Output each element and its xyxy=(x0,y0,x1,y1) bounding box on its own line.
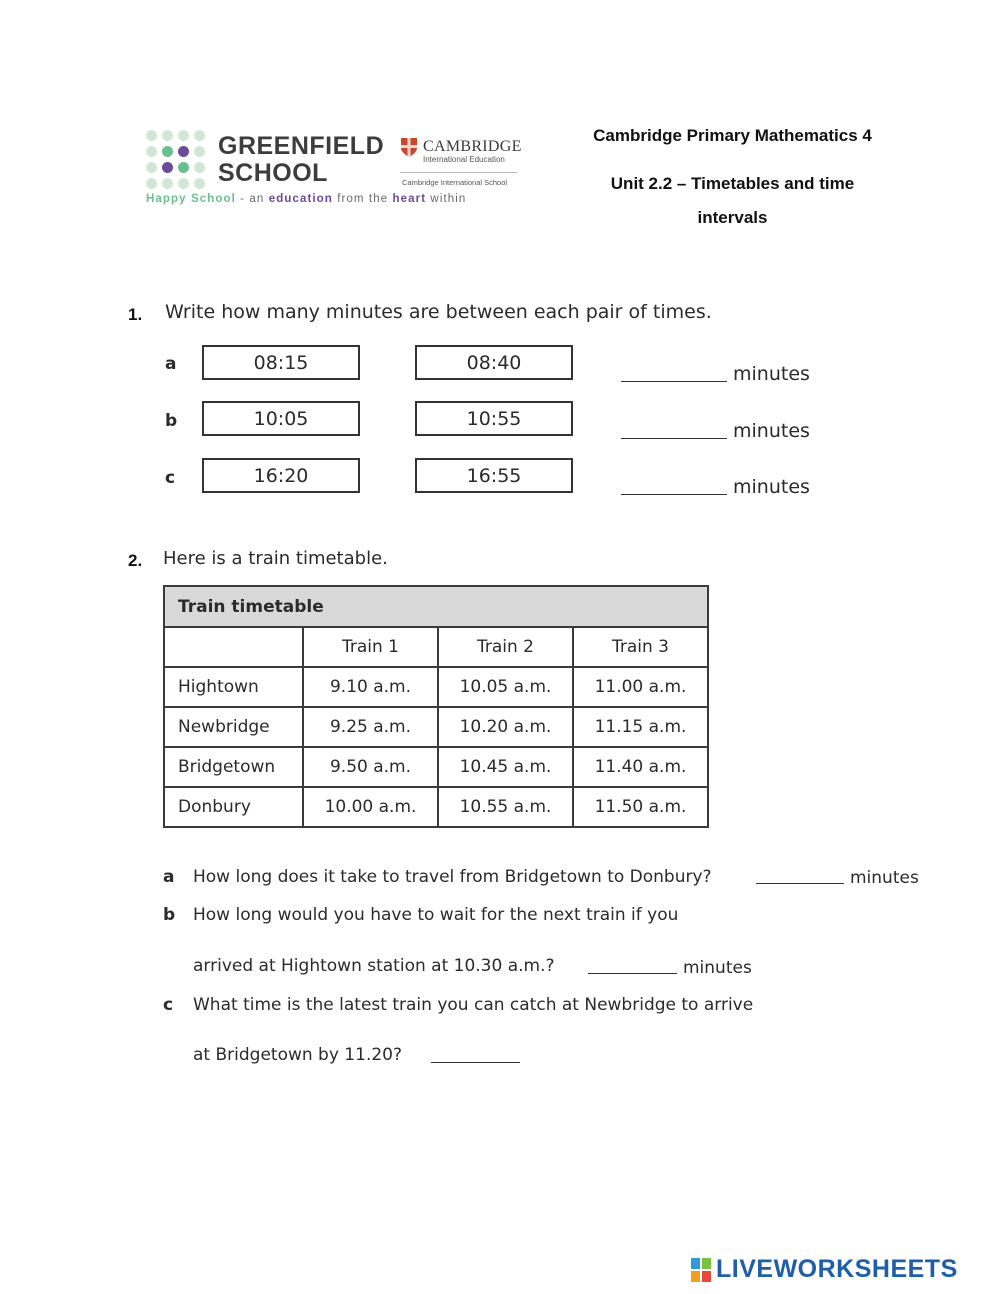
q1-a-unit: minutes xyxy=(733,363,810,385)
table-cell: 9.25 a.m. xyxy=(303,707,438,747)
cambridge-school-name: Cambridge International School xyxy=(402,178,508,187)
liveworksheets-logo-icon xyxy=(690,1255,712,1285)
q1-b-answer-blank[interactable] xyxy=(621,437,727,439)
table-row xyxy=(164,707,708,747)
q1-a-end-time: 08:40 xyxy=(415,345,573,380)
q1-b-start-time: 10:05 xyxy=(202,401,360,436)
school-tagline: Happy School - an education from the heart within xyxy=(146,193,467,205)
school-name-line2: SCHOOL xyxy=(218,159,328,187)
q2-a-answer-blank[interactable] xyxy=(756,882,844,884)
timetable-header-row xyxy=(164,627,708,667)
table-cell: 10.00 a.m. xyxy=(303,787,438,827)
table-row xyxy=(164,787,708,827)
q1-b-end-time: 10:55 xyxy=(415,401,573,436)
table-cell: 11.50 a.m. xyxy=(573,787,708,827)
unit-title-line2: intervals xyxy=(697,208,768,227)
worksheet-title: Cambridge Primary Mathematics 4 xyxy=(593,126,872,145)
q1-label-c: c xyxy=(165,468,176,488)
q2-label-a: a xyxy=(163,867,175,887)
q2-c-text-line1: What time is the latest train you can catch at Newbridge to arrive xyxy=(193,995,754,1015)
school-name-line1: GREENFIELD xyxy=(218,132,385,160)
question-2-text: Here is a train timetable. xyxy=(163,548,388,569)
unit-title-line1: Unit 2.2 – Timetables and time xyxy=(610,174,855,193)
q2-label-c: c xyxy=(163,995,174,1015)
table-cell: 9.50 a.m. xyxy=(303,747,438,787)
table-cell: 10.20 a.m. xyxy=(438,707,573,747)
q1-c-unit: minutes xyxy=(733,476,810,498)
q1-c-answer-blank[interactable] xyxy=(621,493,727,495)
timetable-title: Train timetable xyxy=(164,586,708,627)
school-logo-dots xyxy=(146,130,208,188)
question-2-number: 2. xyxy=(128,551,143,570)
q1-label-b: b xyxy=(165,411,178,431)
q2-label-b: b xyxy=(163,905,176,925)
table-cell: 10.55 a.m. xyxy=(438,787,573,827)
question-1-number: 1. xyxy=(128,305,143,324)
table-cell: 11.00 a.m. xyxy=(573,667,708,707)
q2-b-answer-blank[interactable] xyxy=(588,972,677,974)
q1-a-answer-blank[interactable] xyxy=(621,380,727,382)
column-header: Train 1 xyxy=(303,627,438,667)
station-name: Hightown xyxy=(164,667,303,707)
question-1-text: Write how many minutes are between each pair of times. xyxy=(165,301,712,323)
q1-a-start-time: 08:15 xyxy=(202,345,360,380)
q1-b-unit: minutes xyxy=(733,420,810,442)
column-header: Train 2 xyxy=(438,627,573,667)
column-header: Train 3 xyxy=(573,627,708,667)
station-name: Newbridge xyxy=(164,707,303,747)
table-cell: 11.15 a.m. xyxy=(573,707,708,747)
table-cell: 11.40 a.m. xyxy=(573,747,708,787)
cambridge-name: CAMBRIDGE xyxy=(423,138,522,155)
q2-b-text-line1: How long would you have to wait for the next train if you xyxy=(193,905,679,925)
school-name xyxy=(218,133,384,187)
q2-b-text-line2: arrived at Hightown station at 10.30 a.m.? xyxy=(193,956,555,976)
q2-c-text-line2: at Bridgetown by 11.20? xyxy=(193,1045,402,1065)
q1-c-end-time: 16:55 xyxy=(415,458,573,493)
table-row xyxy=(164,747,708,787)
q2-a-text: How long does it take to travel from Bridgetown to Donbury? xyxy=(193,867,712,887)
cambridge-shield-icon xyxy=(400,137,418,158)
liveworksheets-brand[interactable]: LIVEWORKSHEETS xyxy=(716,1255,958,1283)
table-cell: 9.10 a.m. xyxy=(303,667,438,707)
q2-c-answer-blank[interactable] xyxy=(431,1061,520,1063)
q2-b-unit: minutes xyxy=(683,958,752,978)
timetable-title-row xyxy=(164,586,708,627)
station-name: Bridgetown xyxy=(164,747,303,787)
q1-label-a: a xyxy=(165,354,177,374)
table-row xyxy=(164,667,708,707)
q1-c-start-time: 16:20 xyxy=(202,458,360,493)
timetable-corner-cell xyxy=(164,627,303,667)
station-name: Donbury xyxy=(164,787,303,827)
table-cell: 10.05 a.m. xyxy=(438,667,573,707)
train-timetable xyxy=(163,585,709,828)
cambridge-divider xyxy=(400,172,517,173)
cambridge-subtitle: International Education xyxy=(423,155,505,164)
q2-a-unit: minutes xyxy=(850,868,919,888)
table-cell: 10.45 a.m. xyxy=(438,747,573,787)
